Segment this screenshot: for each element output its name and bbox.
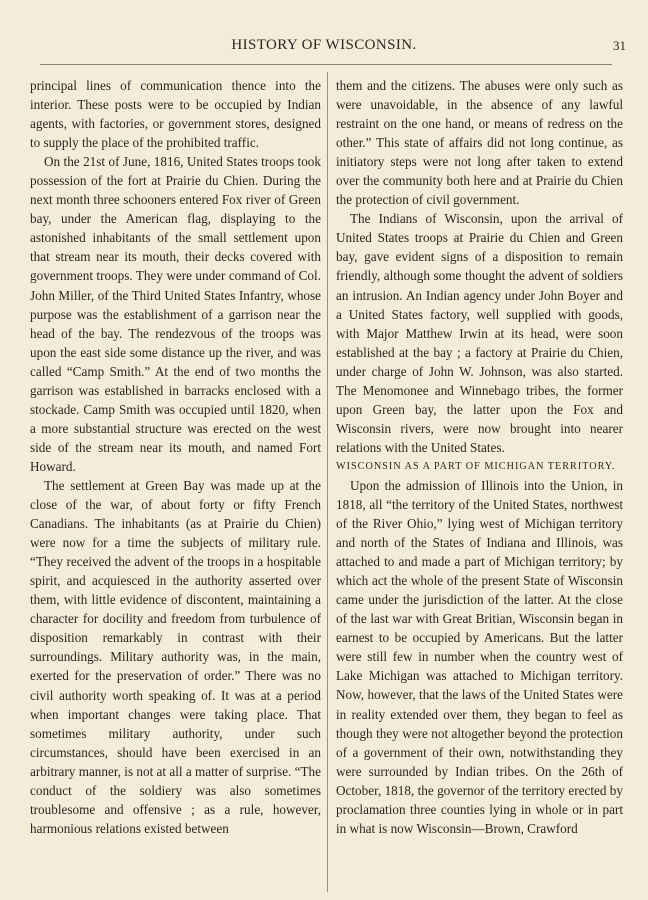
left-column: [30, 76, 321, 838]
page-number: 31: [613, 38, 626, 53]
paragraph: On the 21st of June, 1816, United States troops took possession of the fort at Prairie du Chien. During the next month three schooners entered Fox river of Green bay, under the American flag, displaying to the astonished inhabitants of the small settlement upon that stream near its mouth, their decks covered with government troops. They were under command of Col. John Miller, of the Third United States Infantry, whose purpose was the establishment of a garrison near the head of the bay. The rendezvous of the troops was upon the east side some distance up the river, and was called “Camp Smith.” At the end of two months the garrison was established in barracks enclosed with a stockade. Camp Smith was occupied until 1820, when a more substantial structure was erected on the west side of the stream near its mouth, and named Fort Howard.: [30, 154, 321, 474]
section-heading: WISCONSIN AS A PART OF MICHIGAN TERRITORY.: [336, 460, 616, 472]
paragraph: The Indians of Wisconsin, upon the arrival of United States troops at Prairie du Chien and Green bay, gave evident signs of a disposition to remain friendly, although some thought the advent of soldiers an intrusion. An Indian agency under John Boyer and a United States factory, well supplied with goods, with Major Matthew Irwin at its head, were soon established at the bay ; a factory at Prairie du Chien, under charge of John W. Johnson, was also started. The Menomonee and Winnebago tribes, the former upon Green bay, the latter upon the Fox and Wisconsin rivers, were now brought into nearer relations with the United States.: [336, 211, 623, 455]
column-divider: [327, 72, 328, 892]
page-header: [0, 37, 648, 57]
right-column: [336, 76, 623, 838]
header-rule: [40, 64, 612, 65]
paragraph: The settlement at Green Bay was made up at the close of the war, of about forty or fifty French Canadians. The inhabitants (as at Prairie du Chien) were now for a time the subjects of military rule. “They received the advent of the troops in a hospitable spirit, and acquiesced in the authority asserted over them, with little evidence of discontent, maintaining a character for docility and freedom from turbulence of disposition remarkably in contrast with their surroundings. Military authority was, in the main, exerted for the preservation of order.” There was no civil authority worth speaking of. It was at a period when important changes were taking place. That sometimes military authority, under such circumstances, should have been exercised in an arbitrary manner, is not at all a matter of surprise. “The conduct of the soldiery was also sometimes troublesome and offensive ; as a rule, however, harmonious relations existed between: [30, 477, 321, 836]
paragraph: them and the citizens. The abuses were only such as were unavoidable, in the absence of any lawful restraint on the one hand, or means of redress on the other.” This state of affairs did not long continue, as initiatory steps were not long after taken to extend over the community both here and at Prairie du Chien the protection of civil government.: [336, 78, 623, 208]
paragraph: principal lines of communication thence into the interior. These posts were to be occupied by Indian agents, with factories, or government stores, designed to supply the place of the prohibited traffic.: [30, 78, 321, 151]
running-title: HISTORY OF WISCONSIN.: [231, 37, 417, 53]
paragraph: Upon the admission of Illinois into the Union, in 1818, all “the territory of the United States, northwest of the River Ohio,” lying west of Michigan territory and north of the States of Indiana and Illinois, was attached to and made a part of Michigan territory; by which act the whole of the present State of Wisconsin came under the jurisdiction of the latter. At the close of the last war with Great Britian, Wisconsin began in earnest to be occupied by Americans. But the latter were still few in number when the country west of Lake Michigan was attached to Michigan territory. Now, however, that the laws of the United States were in reality extended over them, they began to feel as though they were not altogether beyond the protection of a government of their own, notwithstanding they were surrounded by Indian tribes. On the 26th of October, 1818, the governor of the territory erected by proclamation three counties lying in whole or in part in what is now Wisconsin—Brown, Crawford: [336, 477, 623, 836]
